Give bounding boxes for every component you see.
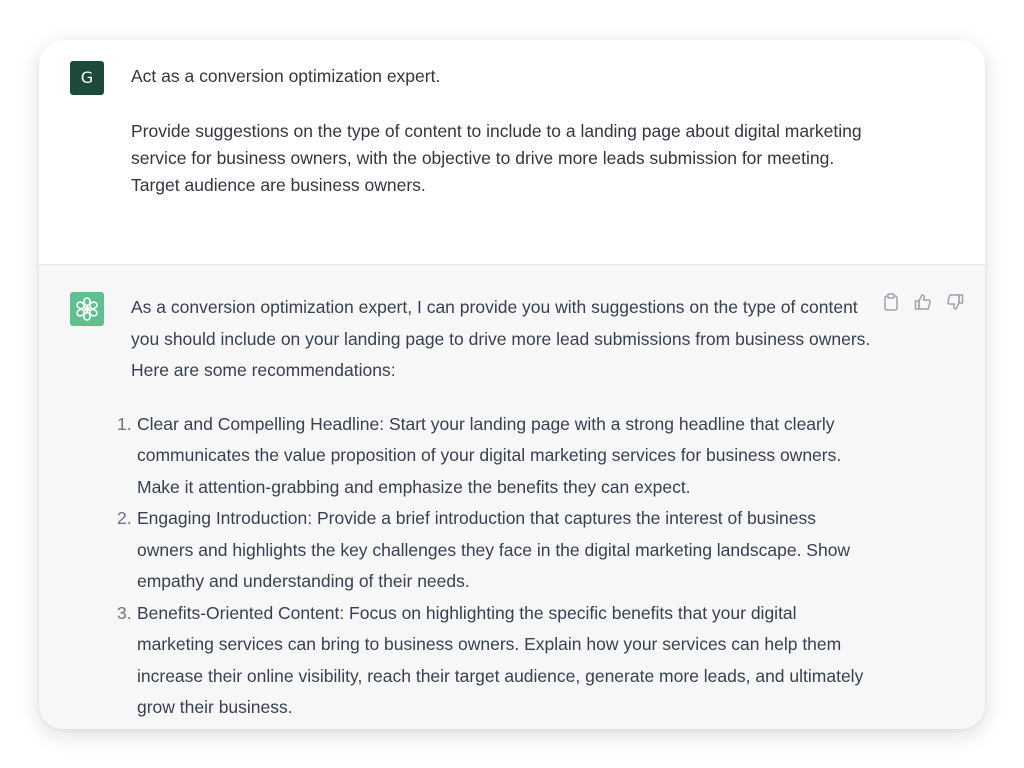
like-button[interactable] [913, 292, 933, 312]
list-item [117, 503, 871, 598]
thumbs-up-icon [914, 293, 932, 311]
user-message-text [131, 63, 891, 199]
user-avatar: G [70, 61, 104, 95]
openai-logo-icon [70, 292, 104, 326]
message-actions [881, 292, 965, 312]
list-item [117, 598, 871, 724]
list-item-text: Engaging Introduction: Provide a brief introduction that captures the interest of business owners and highlights the key challenges they face in the digital marketing landscape. Show empathy and understanding of their needs. [137, 508, 851, 591]
assistant-intro: As a conversion optimization expert, I can provide you with suggestions on the type of content you should include on your landing page to drive more lead submissions from business owners. Here are some recommendations: [131, 297, 871, 380]
list-number: 3. [117, 602, 132, 623]
clipboard-icon [883, 293, 899, 311]
chat-card [39, 40, 985, 729]
list-number: 1. [117, 413, 132, 434]
user-paragraph: Provide suggestions on the type of content to include to a landing page about digital marketing service for business owners, with the objective to drive more leads submission for meeting. Target audience are business owners. [131, 121, 862, 195]
assistant-message-text [117, 292, 871, 724]
user-message [39, 40, 985, 265]
assistant-avatar [70, 292, 104, 326]
list-number: 2. [117, 508, 132, 528]
assistant-message [39, 265, 985, 729]
list-item [117, 409, 871, 504]
recommendation-list [117, 409, 871, 724]
thumbs-down-icon [946, 293, 964, 311]
dislike-button[interactable] [945, 292, 965, 312]
user-paragraph: Act as a conversion optimization expert. [131, 66, 441, 86]
list-item-text: Clear and Compelling Headline: Start your landing page with a strong headline that clearly communicates the value proposition of your digital marketing services for business owners. Make it attention-grabbing and emphasize the benefits they can expect. [137, 413, 842, 497]
list-item-text: Benefits-Oriented Content: Focus on highlighting the specific benefits that your digital marketing services can bring to business owners. Explain how your services can help them increase their online visibility, reach their target audience, generate more leads, and ultimately grow their business. [137, 602, 864, 717]
copy-button[interactable] [881, 292, 901, 312]
